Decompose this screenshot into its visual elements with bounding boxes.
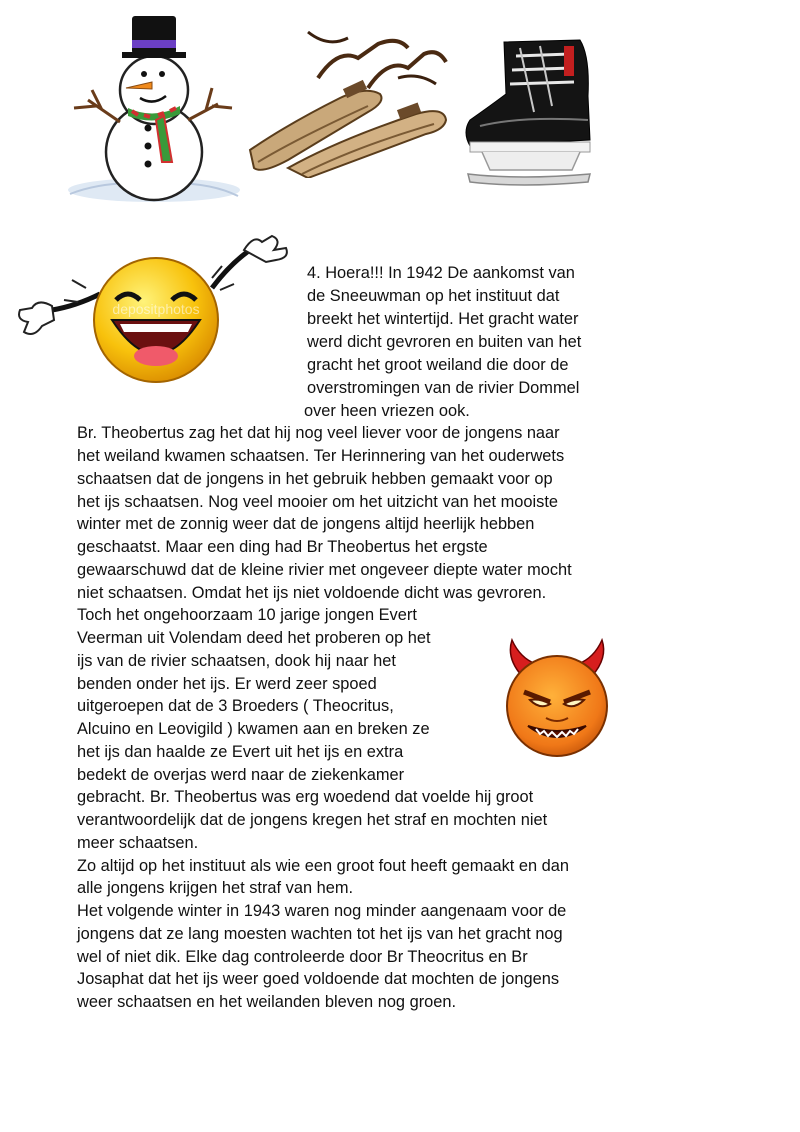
intro-line-4: werd dicht gevroren en buiten van het (307, 333, 582, 351)
cheering-smiley-image (16, 228, 292, 388)
body-line-13: uitgeroepen dat de 3 Broeders ( Theocritus, (77, 697, 394, 715)
body-line-21: alle jongens krijgen het straf van hem. (77, 879, 354, 897)
snowman-image (66, 12, 241, 202)
body-line-4: het ijs schaatsen. Nog veel mooier om het uitzicht van het mooiste (77, 493, 559, 511)
body-line-14: Alcuino en Leovigild ) kwamen aan en breken ze (77, 720, 430, 738)
intro-line-7: over heen vriezen ook. (304, 402, 470, 420)
body-line-17: gebracht. Br. Theobertus was erg woedend dat voelde hij groot (77, 788, 534, 806)
body-line-12: benden onder het ijs. Er werd zeer spoed (77, 675, 377, 693)
body-line-7: gewaarschuwd dat de kleine rivier met ongeveer diepte water mocht (77, 561, 572, 579)
body-line-5: winter met de zonnig weer dat de jongens altijd heerlijk hebben (77, 515, 535, 533)
intro-line-1: 4. Hoera!!! In 1942 De aankomst van (307, 264, 575, 282)
intro-line-5: gracht het groot weiland die door de (307, 356, 569, 374)
body-line-22: Het volgende winter in 1943 waren nog minder aangenaam voor de (77, 902, 567, 920)
body-line-18: verantwoordelijk dat de jongens kregen het straf en mochten niet (77, 811, 548, 829)
body-line-24: wel of niet dik. Elke dag controleerde door Br Theocritus en Br (77, 948, 528, 966)
devil-face-image (502, 636, 612, 761)
body-line-1: Br. Theobertus zag het dat hij nog veel liever voor de jongens naar (77, 424, 560, 442)
intro-line-2: de Sneeuwman op het instituut dat (307, 287, 560, 305)
body-line-26: weer schaatsen en het weilanden bleven nog groen. (77, 993, 457, 1011)
antique-skates-image (248, 28, 450, 178)
body-line-23: jongens dat ze lang moesten wachten tot het ijs van het gracht nog (77, 925, 563, 943)
body-line-6: geschaatst. Maar een ding had Br Theobertus het ergste (77, 538, 488, 556)
ice-skate-image (460, 36, 594, 188)
intro-line-3: breekt het wintertijd. Het gracht water (307, 310, 579, 328)
body-line-8: niet schaatsen. Omdat het ijs niet voldoende dicht was gevroren. (77, 584, 547, 602)
intro-line-6: overstromingen van de rivier Dommel (307, 379, 580, 397)
body-line-2: het weiland kwamen schaatsen. Ter Herinnering van het ouderwets (77, 447, 565, 465)
body-line-19: meer schaatsen. (77, 834, 199, 852)
body-line-16: bedekt de overjas werd naar de ziekenkamer (77, 766, 405, 784)
body-line-11: ijs van de rivier schaatsen, dook hij naar het (77, 652, 396, 670)
body-line-20: Zo altijd op het instituut als wie een groot fout heeft gemaakt en dan (77, 857, 570, 875)
body-line-15: het ijs dan haalde ze Evert uit het ijs en extra (77, 743, 404, 761)
watermark-text: depositphotos (112, 301, 200, 317)
body-line-9: Toch het ongehoorzaam 10 jarige jongen Evert (77, 606, 417, 624)
body-line-10: Veerman uit Volendam deed het proberen op het (77, 629, 431, 647)
body-line-3: schaatsen dat de jongens in het gebruik hebben gemaakt voor op (77, 470, 553, 488)
body-line-25: Josaphat dat het ijs weer goed voldoende dat mochten de jongens (77, 970, 560, 988)
